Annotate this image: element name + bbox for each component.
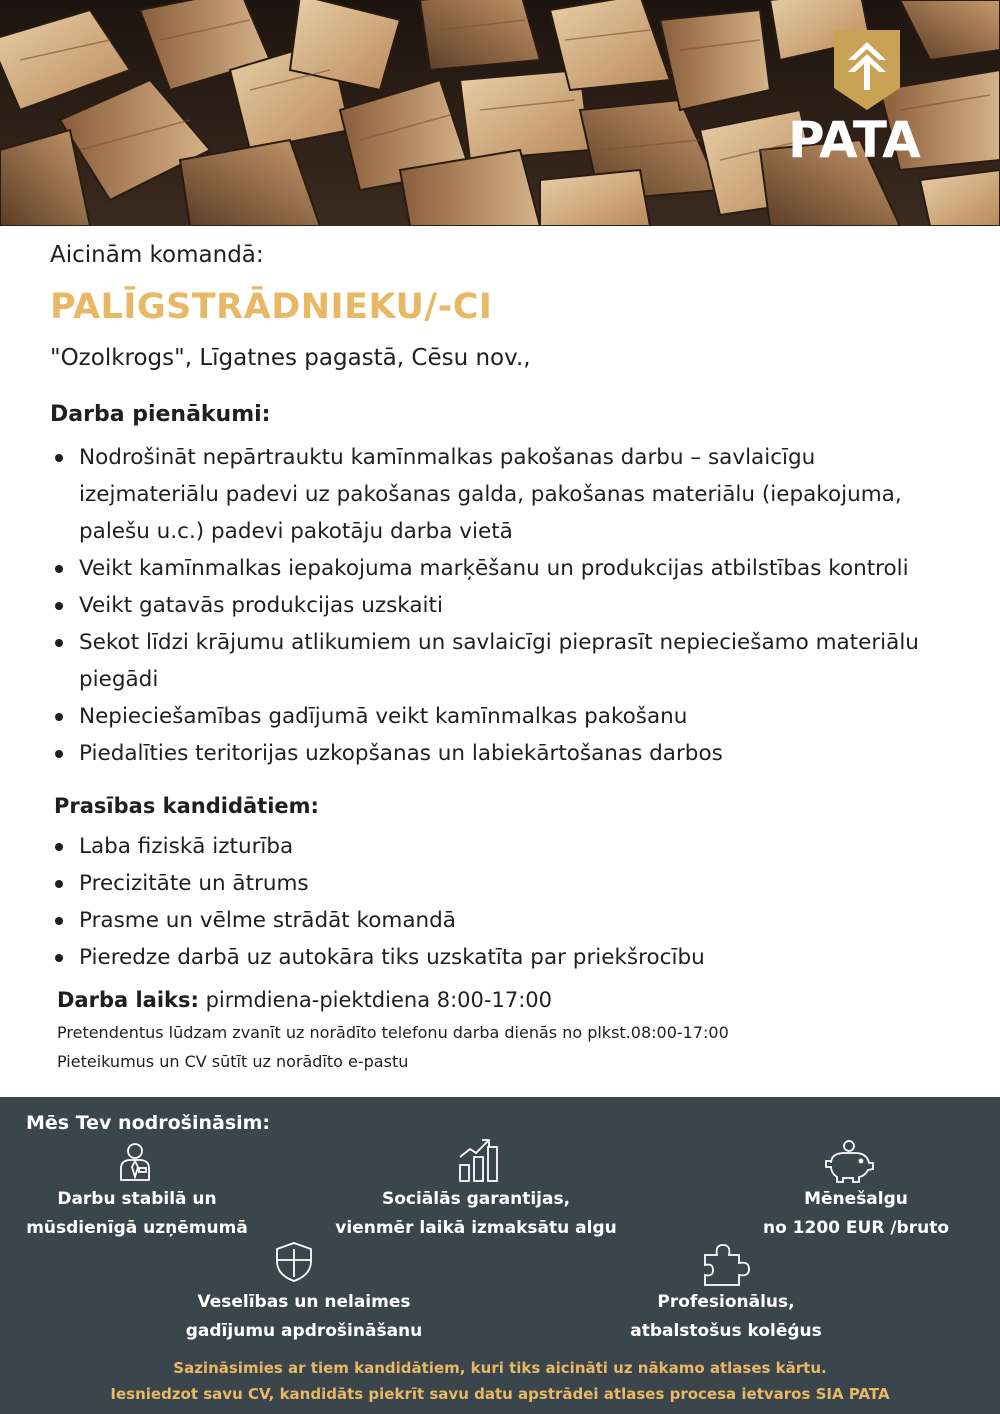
cv-note: Pieteikumus un CV sūtīt uz norādīto e-pastu — [57, 1052, 409, 1071]
benefit-stable-company: Darbu stabilā un mūsdienīgā uzņēmumā — [26, 1189, 248, 1238]
shield-icon — [273, 1241, 315, 1283]
list-item: Veikt gatavās produkcijas uzskaiti — [54, 587, 954, 624]
pata-logo-text: PATA — [788, 111, 920, 169]
benefit-colleagues: Profesionālus, atbalstošus kolēģus — [630, 1292, 822, 1341]
call-note: Pretendentus lūdzam zvanīt uz norādīto telefonu darba dienās no plkst.08:00-17:00 — [57, 1023, 729, 1042]
job-location: "Ozolkrogs", Līgatnes pagastā, Cēsu nov., — [50, 345, 531, 371]
list-item: Precizitāte un ātrums — [54, 865, 954, 902]
list-item: Pieredze darbā uz autokāra tiks uzskatīta par priekšrocību — [54, 939, 954, 976]
puzzle-icon — [699, 1241, 751, 1287]
list-item: Nepieciešamības gadījumā veikt kamīnmalkas pakošanu — [54, 698, 954, 735]
list-item: Veikt kamīnmalkas iepakojuma marķēšanu un produkcijas atbilstības kontroli — [54, 550, 954, 587]
person-badge-icon — [117, 1141, 153, 1181]
benefits-heading: Mēs Tev nodrošināsim: — [26, 1112, 271, 1134]
piggy-bank-icon — [823, 1139, 875, 1183]
duties-heading: Darba pienākumi: — [50, 402, 271, 427]
benefit-insurance: Veselības un nelaimes gadījumu apdrošināšanu — [185, 1292, 423, 1341]
hero-firewood-image — [0, 0, 1000, 226]
data-consent-footnote: Iesniedzot savu CV, kandidāts piekrīt savu datu apstrādei atlases procesa ietvaros SIA PATA — [110, 1385, 890, 1403]
benefit-salary: Mēnešalgu no 1200 EUR /bruto — [762, 1189, 950, 1238]
benefit-social-guarantees: Sociālās garantijas, vienmēr laikā izmaksātu algu — [335, 1189, 617, 1238]
invite-text: Aicinām komandā: — [50, 242, 264, 268]
work-hours — [57, 984, 552, 1016]
work-hours-label: Darba laiks: — [57, 988, 199, 1012]
list-item: Sekot līdzi krājumu atlikumiem un savlaicīgi pieprasīt nepieciešamo materiālu piegādi — [54, 624, 954, 698]
growth-chart-icon — [456, 1137, 504, 1183]
list-item: Laba fiziskā izturība — [54, 828, 954, 865]
pata-logo-icon — [834, 30, 900, 110]
list-item: Prasme un vēlme strādāt komandā — [54, 902, 954, 939]
work-hours-value: pirmdiena-piektdiena 8:00-17:00 — [205, 988, 552, 1012]
duties-list — [54, 439, 954, 772]
job-title: PALĪGSTRĀDNIEKU/-CI — [50, 287, 493, 327]
requirements-heading: Prasības kandidātiem: — [54, 794, 319, 818]
list-item: Piedalīties teritorijas uzkopšanas un labiekārtošanas darbos — [54, 735, 954, 772]
list-item: Nodrošināt nepārtrauktu kamīnmalkas pakošanas darbu – savlaicīgu izejmateriālu padevi uz pakošanas galda, pakošanas materiālu (iepakojuma, palešu u.c.) padevi pakotāju darba vietā — [54, 439, 954, 550]
contact-footnote: Sazināsimies ar tiem kandidātiem, kuri tiks aicināti uz nākamo atlases kārtu. — [173, 1359, 827, 1377]
requirements-list — [54, 828, 954, 976]
benefits-panel — [0, 1097, 1000, 1414]
